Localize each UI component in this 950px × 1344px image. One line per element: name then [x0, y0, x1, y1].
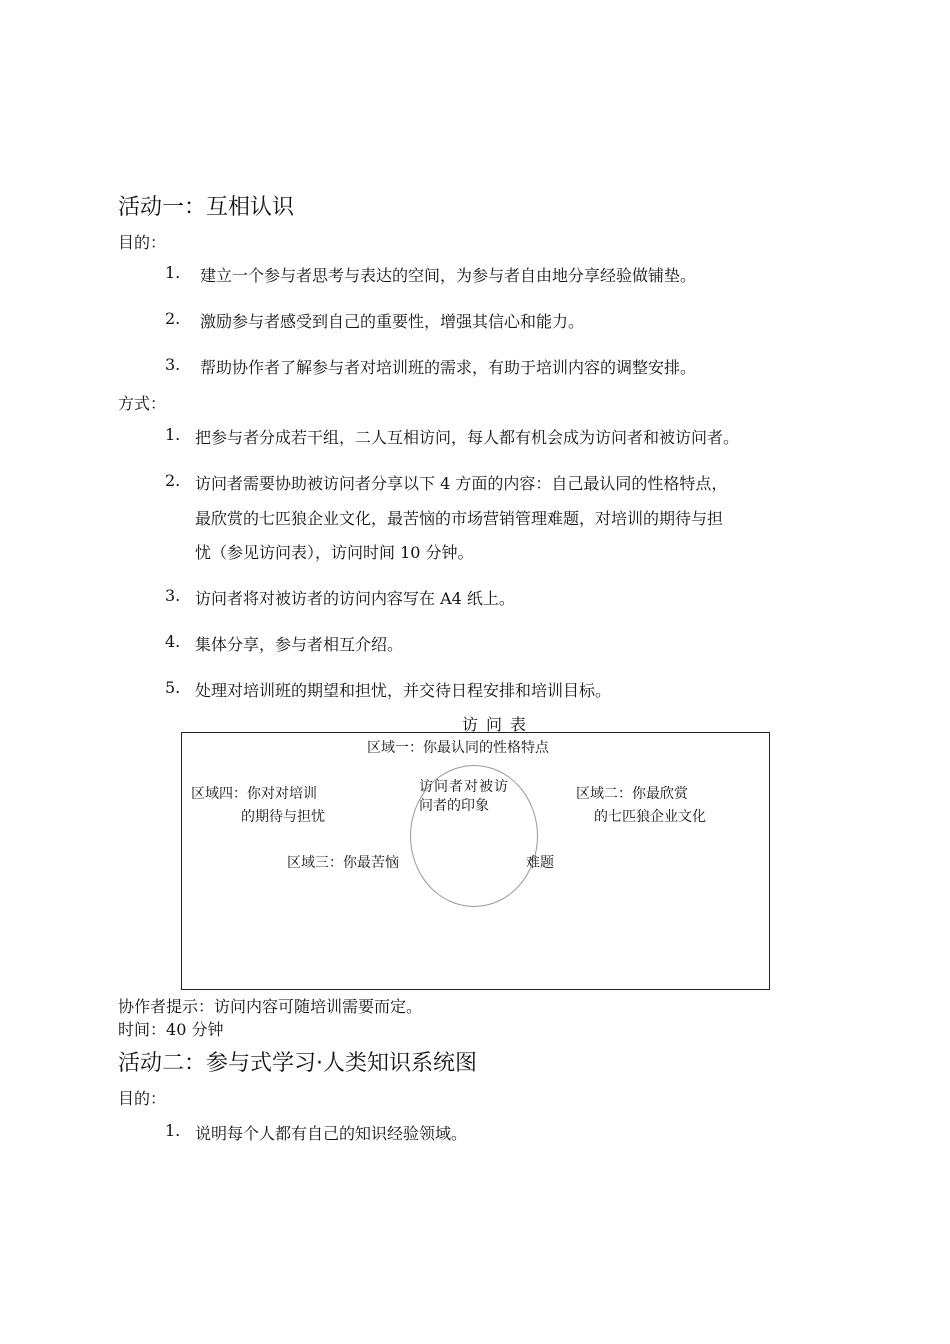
list-number: 2. [165, 471, 181, 490]
list-number: 3. [165, 355, 181, 374]
list-number: 1. [165, 263, 181, 282]
activity1-method-label: 方式： [118, 394, 167, 413]
center-label-line2: 问者的印象 [419, 798, 489, 814]
tip-label: 协作者提示： [118, 997, 215, 1016]
zone3-label-left: 区域三：你最苦恼 [287, 855, 399, 871]
activity2-purpose-label: 目的： [118, 1089, 167, 1108]
list-text: 帮助协作者了解参与者对培训班的需求，有助于培训内容的调整安排。 [200, 358, 697, 377]
zone3-label-right: 难题 [526, 855, 554, 871]
facilitator-tip [118, 994, 422, 1017]
list-text: 把参与者分成若干组，二人互相访问，每人都有机会成为访问者和被访问者。 [195, 428, 740, 447]
list-text: 激励参与者感受到自己的重要性，增强其信心和能力。 [200, 312, 585, 331]
list-text: 建立一个参与者思考与表达的空间，为参与者自由地分享经验做铺垫。 [200, 266, 697, 285]
list-text-line: 最欣赏的七匹狼企业文化，最苦恼的市场营销管理难题，对培训的期待与担 [195, 509, 724, 528]
zone2-label-line1: 区域二：你最欣赏 [576, 786, 688, 802]
list-number: 3. [165, 586, 181, 605]
time-text: 40 分钟 [166, 1020, 224, 1039]
center-label-line1: 访问者对被访 [419, 779, 509, 795]
activity1-purpose-label: 目的： [118, 233, 167, 252]
list-text: 说明每个人都有自己的知识经验领域。 [195, 1124, 468, 1143]
zone4-label-line2: 的期待与担忧 [241, 809, 325, 825]
list-number: 2. [165, 309, 181, 328]
list-number: 1. [165, 1121, 181, 1140]
zone2-label-line2: 的七匹狼企业文化 [594, 809, 706, 825]
list-text-line: 访问者需要协助被访问者分享以下 4 方面的内容：自己最认同的性格特点， [195, 474, 728, 493]
list-number: 5. [165, 678, 181, 697]
activity-time [118, 1017, 223, 1040]
zone4-label-line1: 区域四：你对对培训 [191, 786, 317, 802]
interview-table-title: 访问表 [462, 715, 535, 734]
zone1-label: 区域一：你最认同的性格特点 [367, 740, 549, 756]
tip-text: 访问内容可随培训需要而定。 [214, 997, 423, 1016]
list-text: 访问者将对被访者的访问内容写在 A4 纸上。 [195, 589, 515, 608]
list-number: 1. [165, 425, 181, 444]
list-text: 集体分享，参与者相互介绍。 [195, 635, 404, 654]
list-text-line: 忧（参见访问表），访问时间 10 分钟。 [195, 543, 474, 562]
activity2-title: 活动二：参与式学习·人类知识系统图 [118, 1051, 477, 1076]
list-number: 4. [165, 632, 181, 651]
activity1-title: 活动一：互相认识 [118, 195, 295, 220]
time-label: 时间： [118, 1020, 167, 1039]
list-text: 处理对培训班的期望和担忧，并交待日程安排和培训目标。 [195, 681, 612, 700]
